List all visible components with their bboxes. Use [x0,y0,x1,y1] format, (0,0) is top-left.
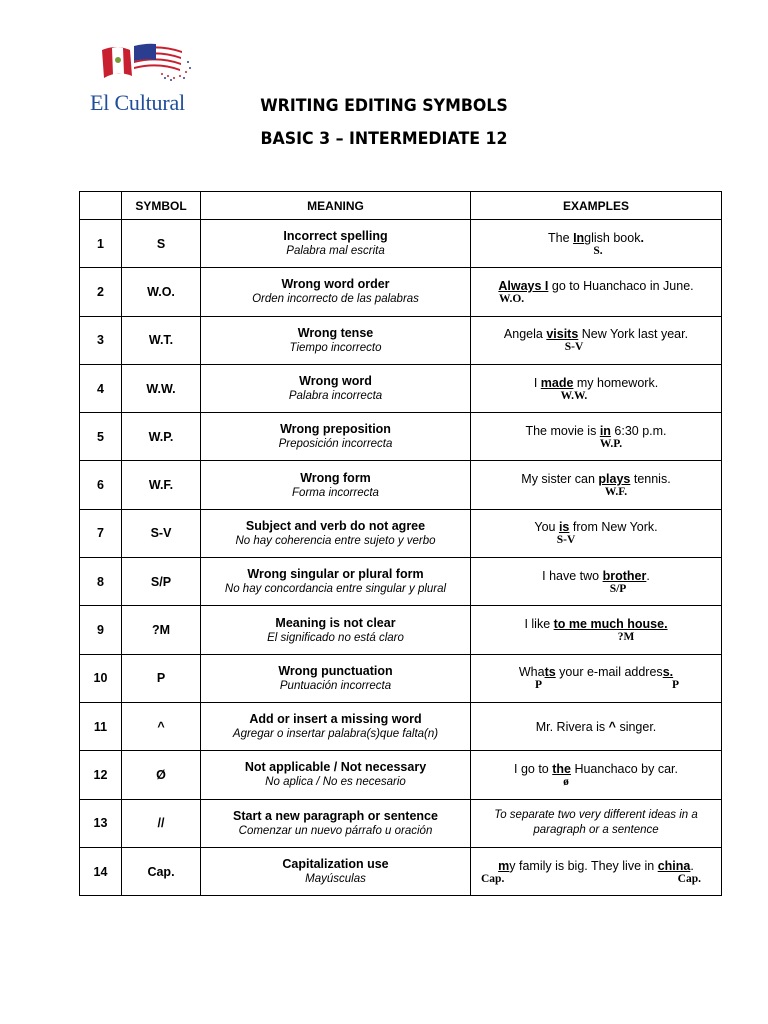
row-symbol: S [122,220,201,268]
meaning-english: Wrong tense [297,325,374,340]
insert-caret: ^ [608,719,616,734]
table-row [80,799,722,847]
example-text: I [533,375,541,390]
row-meaning [201,364,471,412]
row-example [471,702,722,750]
meaning-spanish: Forma incorrecta [292,486,379,499]
example-marks [471,679,721,691]
example-text: glish book [584,230,641,245]
row-symbol: Cap. [122,847,201,895]
example-mark: ø [563,775,569,788]
example-sentence [471,569,721,583]
example-text: your e-mail addres [555,665,663,680]
example-text: I have two [542,568,603,583]
table-row [80,558,722,606]
example-sentence [471,424,721,438]
example-line: paragraph or a sentence [533,824,659,837]
row-example [471,847,722,895]
example-sentence [471,859,721,873]
row-symbol: W.F. [122,461,201,509]
example-error: china [657,858,691,873]
example-marks [471,873,721,885]
row-example [471,558,722,606]
example-text: Wha [518,665,545,680]
example-text: Mr. Rivera is [535,719,609,734]
row-number: 2 [80,268,122,316]
row-number: 3 [80,316,122,364]
example-error: m [498,858,510,873]
row-example [471,799,722,847]
meaning-spanish: Agregar o insertar palabra(s)que falta(n) [232,728,439,741]
row-number: 8 [80,558,122,606]
example-error: in [599,423,611,438]
table-row [80,268,722,316]
row-meaning [201,268,471,316]
meaning-spanish: Mayúsculas [305,873,366,885]
row-number: 5 [80,413,122,461]
meaning-english: Wrong word order [281,277,390,292]
example-mark: W.W. [560,389,588,402]
row-example [471,606,722,654]
example-error: visits [546,327,579,342]
meaning-english: Wrong singular or plural form [247,567,424,582]
row-number: 7 [80,509,122,557]
meaning-spanish: Puntuación incorrecta [279,679,392,692]
example-sentence [471,231,721,245]
row-symbol: S/P [122,558,201,606]
meaning-spanish: No aplica / No es necesario [265,776,406,789]
meaning-english: Wrong form [300,470,371,485]
meaning-spanish: Orden incorrecto de las palabras [252,293,419,306]
example-sentence [471,617,721,631]
meaning-spanish: No hay coherencia entre sujeto y verbo [235,534,436,547]
example-line: To separate two very different ideas in a [494,809,698,822]
meaning-english: Start a new paragraph or sentence [233,808,438,823]
row-meaning [201,558,471,606]
row-number: 14 [80,847,122,895]
example-mark: W.F. [604,486,628,499]
example-error: made [540,375,574,390]
row-meaning [201,654,471,702]
meaning-english: Capitalization use [282,857,389,871]
row-meaning [201,799,471,847]
meaning-english: Wrong preposition [280,422,391,437]
example-mark: W.O. [499,292,525,305]
row-symbol: W.P. [122,413,201,461]
example-text: . [646,568,650,583]
meaning-spanish: Preposición incorrecta [278,438,393,451]
meaning-spanish: Palabra incorrecta [288,390,383,403]
example-text: . [640,230,644,245]
example-error: s. [662,665,674,680]
example-mark: S-V [556,534,576,547]
meaning-english: Meaning is not clear [275,615,396,630]
row-example [471,654,722,702]
row-example [471,509,722,557]
example-text: My sister can [521,472,599,487]
example-mark: Cap. [481,872,505,885]
row-meaning [201,461,471,509]
example-text: y [509,858,516,873]
row-meaning [201,751,471,799]
table-row [80,364,722,412]
meaning-english: Subject and verb do not agree [245,518,426,533]
row-number: 13 [80,799,122,847]
example-mark: S/P [609,582,627,595]
example-sentence [471,376,721,390]
example-mark: W.P. [599,437,623,450]
example-error: plays [598,472,631,487]
table-row [80,461,722,509]
example-text: Angela [503,327,547,342]
example-text: The [548,230,574,245]
row-example [471,316,722,364]
table-row [80,606,722,654]
example-mark: S-V [564,341,584,354]
table-row [80,751,722,799]
example-mark: ?M [617,631,635,644]
example-error: In [573,230,585,245]
example-text: singer. [615,719,657,734]
table-row [80,316,722,364]
row-number: 1 [80,220,122,268]
row-meaning [201,413,471,461]
row-meaning [201,606,471,654]
page-subtitle: BASIC 3 – INTERMEDIATE 12 [260,129,508,149]
row-meaning [201,316,471,364]
row-number: 4 [80,364,122,412]
example-sentence [471,720,721,734]
row-symbol: W.W. [122,364,201,412]
example-text: . [690,858,694,873]
row-symbol: ?M [122,606,201,654]
example-text: 6:30 p.m. [610,423,667,438]
header-number [80,192,122,220]
row-symbol: W.T. [122,316,201,364]
row-number: 11 [80,702,122,750]
example-sentence [471,762,721,776]
example-sentence [471,665,721,679]
meaning-english: Wrong punctuation [278,663,393,678]
example-mark: Cap. [677,872,701,885]
example-error: Always I [498,278,549,293]
row-example [471,413,722,461]
row-meaning [201,509,471,557]
table-row [80,413,722,461]
meaning-spanish: No hay concordancia entre singular y plural [224,583,447,596]
logo-text: El Cultural [90,90,185,115]
example-text: New York last year. [578,327,689,342]
example-error: ts [544,665,556,680]
row-example [471,461,722,509]
meaning-spanish: Palabra mal escrita [286,245,385,258]
row-meaning [201,702,471,750]
example-text: go to Huanchaco in June. [548,278,694,293]
meaning-english: Add or insert a missing word [249,712,422,727]
example-error: brother [602,568,647,583]
example-text: I like [524,617,554,632]
example-mark: P [671,679,679,692]
row-symbol: S-V [122,509,201,557]
row-number: 9 [80,606,122,654]
example-text: I go to [514,761,553,776]
header-symbol: SYMBOL [122,192,201,220]
example-sentence [471,327,721,341]
example-mark: P [535,679,543,692]
meaning-spanish: Comenzar un nuevo párrafo u oración [238,824,433,837]
meaning-english: Not applicable / Not necessary [244,760,427,775]
table-row [80,702,722,750]
example-text: tennis. [630,472,671,487]
meaning-spanish: Tiempo incorrecto [289,341,382,354]
table-row [80,220,722,268]
example-sentence [471,472,721,486]
row-example [471,751,722,799]
row-number: 10 [80,654,122,702]
table-row [80,847,722,895]
row-number: 12 [80,751,122,799]
example-error: to me much house. [553,617,668,632]
example-sentence [471,520,721,534]
meaning-spanish: El significado no está claro [267,631,404,644]
example-text: from New York. [569,520,658,535]
page-title: WRITING EDITING SYMBOLS [260,96,508,116]
row-meaning [201,847,471,895]
row-example [471,364,722,412]
example-text: family is big. They live in [515,858,658,873]
row-number: 6 [80,461,122,509]
row-symbol: P [122,654,201,702]
row-example [471,220,722,268]
row-symbol: // [122,799,201,847]
row-symbol: Ø [122,751,201,799]
header-examples: EXAMPLES [471,192,722,220]
example-text: Huanchaco by car. [570,761,678,776]
example-mark: S. [593,244,603,257]
table-row [80,654,722,702]
meaning-english: Wrong word [299,374,372,389]
row-symbol: ^ [122,702,201,750]
example-text: You [534,520,559,535]
example-text: my homework. [573,375,659,390]
table-header-row [80,192,722,220]
header-meaning: MEANING [201,192,471,220]
row-meaning [201,220,471,268]
row-example [471,268,722,316]
row-symbol: W.O. [122,268,201,316]
meaning-english: Incorrect spelling [283,229,388,244]
example-sentence [471,279,721,293]
editing-symbols-table [79,191,722,896]
example-error: is [558,520,570,535]
peru-usa-flags-icon [96,38,196,88]
example-text: The movie is [525,423,600,438]
table-row [80,509,722,557]
example-error: the [552,761,571,776]
